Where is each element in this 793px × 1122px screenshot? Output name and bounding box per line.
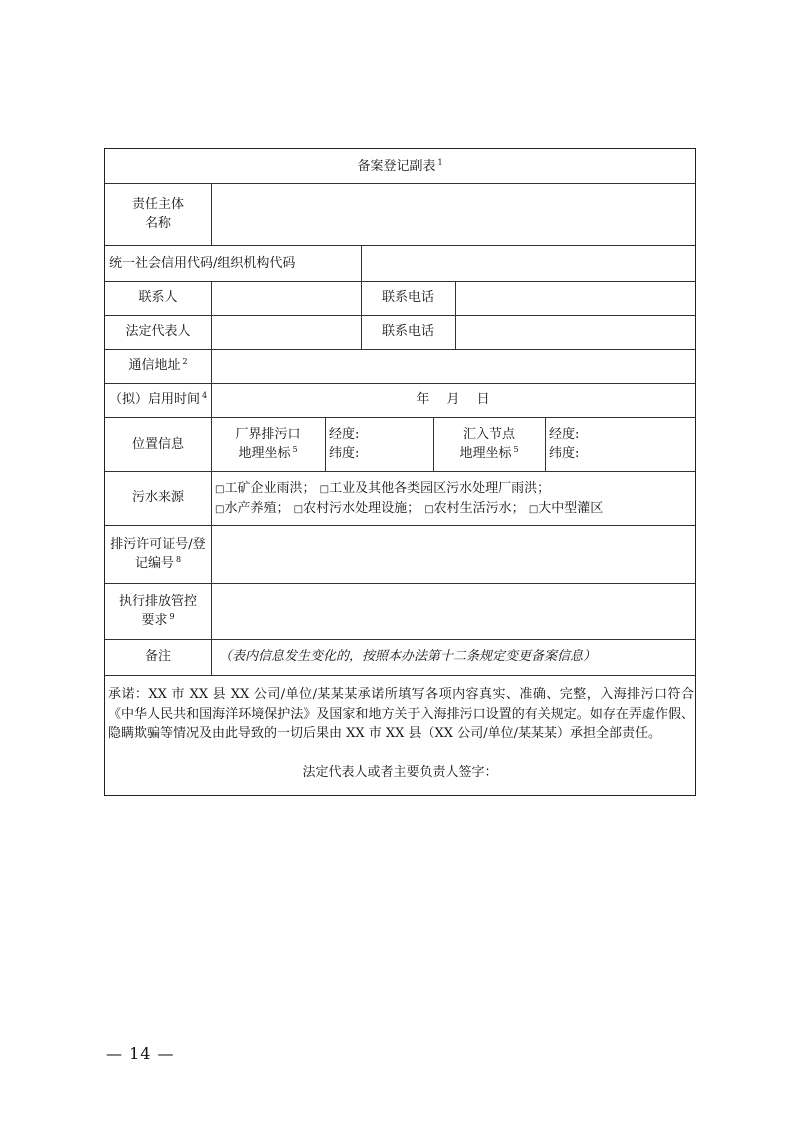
credit-code-value[interactable] [365, 254, 691, 274]
node-coordinates[interactable]: 经度: 纬度: [549, 427, 580, 461]
row-divider [105, 245, 695, 246]
checkbox[interactable]: □ [215, 484, 225, 495]
sewage-source-label: 污水来源 [131, 490, 184, 505]
remark-value: （表内信息发生变化的，按照本办法第十二条规定变更备案信息） [219, 649, 597, 664]
source-option: 农村污水处理设施； [303, 501, 421, 516]
row-divider [105, 183, 695, 184]
signature-label: 法定代表人或者主要负责人签字： [302, 765, 498, 780]
filing-registration-form [104, 148, 696, 796]
source-option: 大中型灌区 [538, 501, 604, 516]
legal-rep-phone-value[interactable] [459, 322, 691, 342]
form-title: 备案登记副表 $^1$ [357, 157, 443, 174]
commitment-statement: 承诺：XX 市 XX 县 XX 公司/单位/某某某承诺所填写各项内容真实、准确、完整，入海排污口符合《中华人民共和国海洋环境保护法》及国家和地方关于入海排污口设置的有关规定。如存在弄虚作假、隐瞒欺骗等情况及由此导致的一切后果由 XX 市 XX 县（XX 公司/单位/某某某）承担全部责任。 [108, 687, 694, 741]
contact-phone-label: 联系电话 [381, 290, 434, 305]
location-label: 位置信息 [131, 437, 184, 452]
checkbox[interactable]: □ [215, 504, 225, 515]
legal-rep-phone-label: 联系电话 [381, 324, 434, 339]
contact-value[interactable] [215, 288, 357, 308]
column-divider [211, 183, 212, 245]
outfall-coordinate-label: 厂界排污口 地理坐标 $^5$ [235, 427, 301, 461]
page-number: — 14 — [106, 1044, 175, 1063]
sewage-source-options [215, 479, 603, 519]
address-label: 通信地址 $^2$ [128, 356, 188, 373]
node-coordinate-label: 汇入节点 地理坐标 $^5$ [459, 427, 519, 461]
control-requirement-label: 执行排放管控 要求 $^9$ [118, 594, 197, 628]
row-divider [105, 383, 695, 384]
row-divider [105, 315, 695, 316]
source-option: 工矿企业雨洪； [224, 481, 316, 496]
permit-value[interactable] [215, 535, 691, 575]
row-divider [105, 675, 695, 676]
source-option: 农村生活污水； [433, 501, 525, 516]
checkbox[interactable]: □ [424, 504, 434, 515]
column-divider [211, 281, 212, 349]
source-option: 工业及其他各类园区污水处理厂雨洪； [329, 481, 551, 496]
contact-label: 联系人 [138, 290, 178, 305]
column-divider [361, 245, 362, 281]
column-divider [325, 417, 326, 471]
start-time-label: （拟）启用时间 $^4$ [108, 390, 208, 407]
checkbox[interactable]: □ [293, 504, 304, 515]
column-divider [545, 417, 546, 471]
source-option: 水产养殖； [224, 501, 290, 516]
address-value[interactable] [215, 356, 691, 376]
column-divider [455, 281, 456, 349]
row-divider [105, 281, 695, 282]
contact-phone-value[interactable] [459, 288, 691, 308]
outfall-coordinates[interactable]: 经度: 纬度: [329, 427, 360, 461]
start-time-value[interactable]: 年 月 日 [416, 392, 490, 407]
credit-code-label: 统一社会信用代码/组织机构代码 [109, 256, 296, 271]
checkbox[interactable]: □ [528, 504, 539, 515]
control-requirement-value[interactable] [215, 592, 691, 632]
checkbox[interactable]: □ [319, 484, 330, 495]
row-divider [105, 639, 695, 640]
row-divider [105, 471, 695, 472]
row-divider [105, 583, 695, 584]
legal-rep-label: 法定代表人 [125, 324, 191, 339]
permit-label: 排污许可证号/登 记编号 $^8$ [110, 537, 206, 571]
entity-name-label: 责任主体 名称 [131, 197, 184, 231]
row-divider [105, 525, 695, 526]
legal-rep-value[interactable] [215, 322, 357, 342]
entity-name-value[interactable] [215, 195, 691, 235]
row-divider [105, 417, 695, 418]
row-divider [105, 349, 695, 350]
remark-label: 备注 [144, 649, 171, 664]
